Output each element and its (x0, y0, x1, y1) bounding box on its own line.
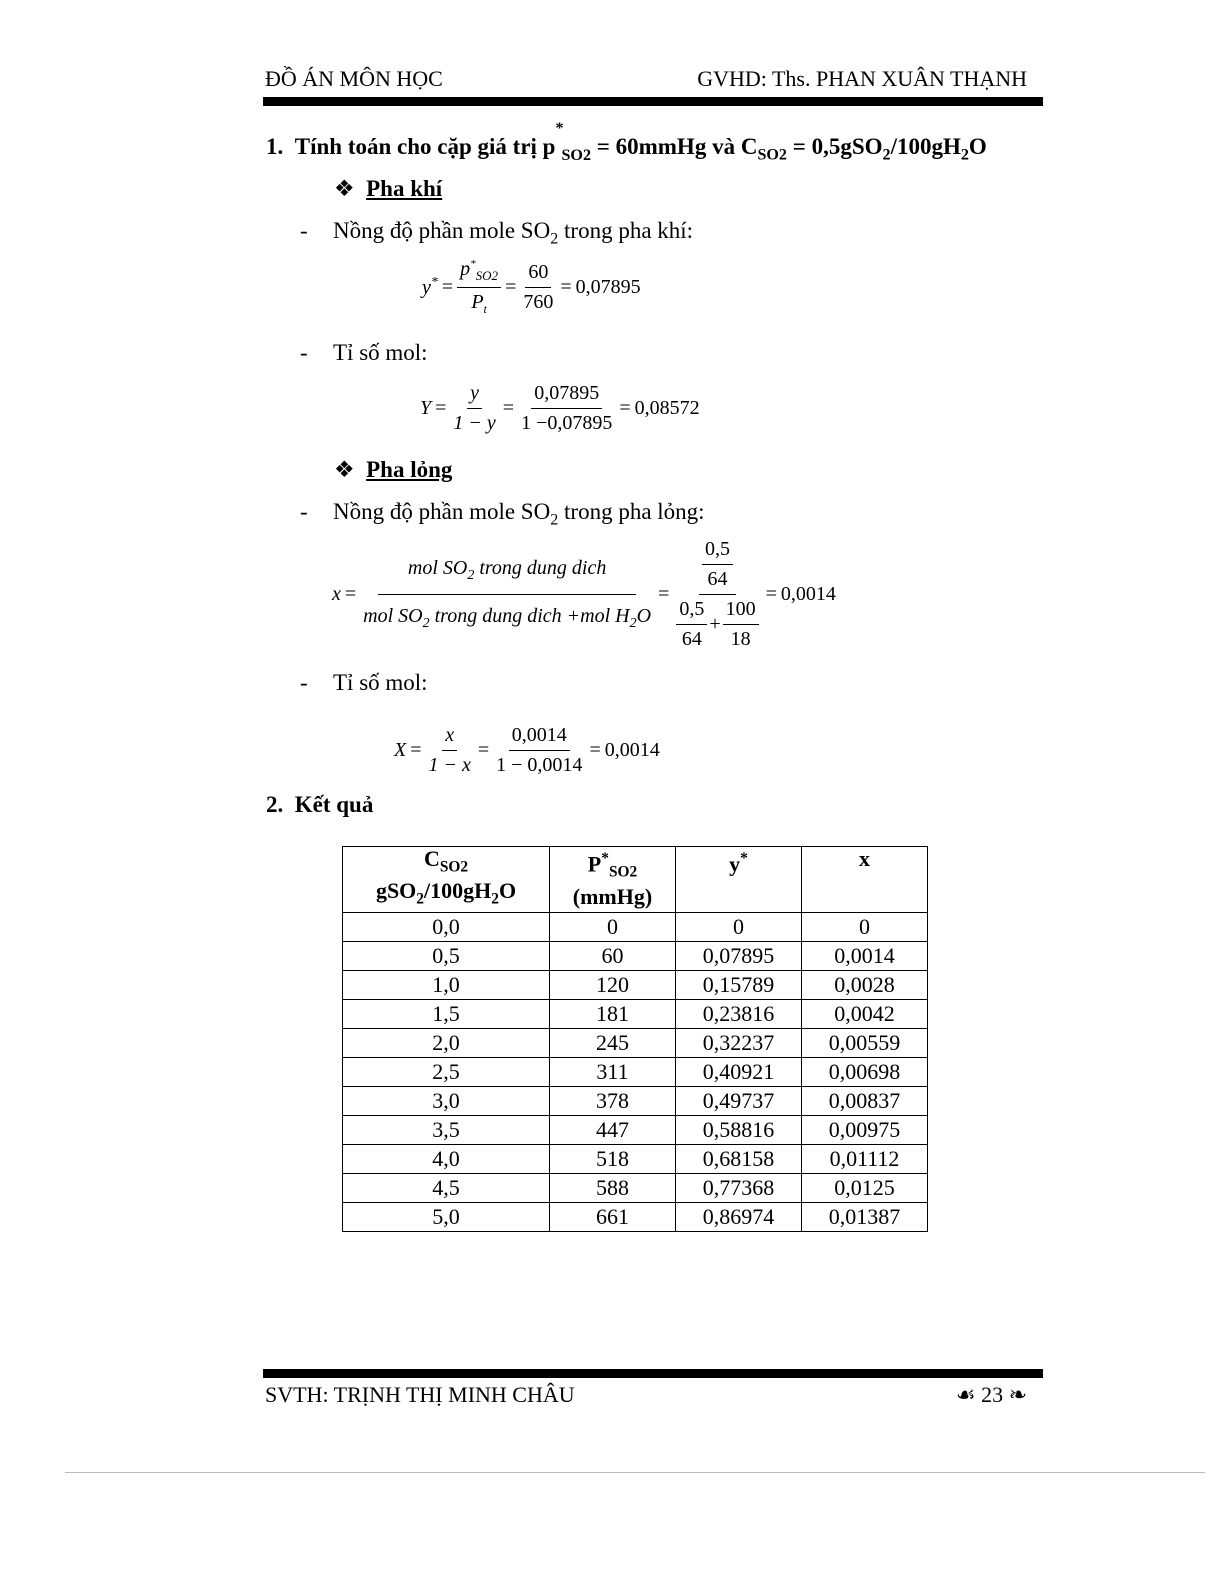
gas-mf-post: trong pha khí: (558, 218, 694, 243)
title-sub3: 2 (882, 146, 891, 164)
table-cell: 0 (676, 912, 802, 941)
title-sub1: SO2 (561, 146, 591, 164)
gas-heading-row (334, 176, 442, 202)
equation-x: x = $\frac{mol SO_2 trong dung dich}{mol SO_2 trong dung dich +mol H_2O}$ = $\frac{0,5}{64}$ $\frac{0,5}{64}$ + $\frac{100}{18}$ = 0,0014 (332, 538, 836, 650)
section2-number: 2. (266, 792, 284, 817)
gas-ratio-label: Tỉ số mol: (333, 340, 428, 365)
table-cell: 3,0 (343, 1086, 550, 1115)
table-cell: 0,00559 (802, 1028, 928, 1057)
table-cell: 0,77368 (676, 1173, 802, 1202)
table-cell: 2,0 (343, 1028, 550, 1057)
table-cell: 0,0042 (802, 999, 928, 1028)
table-cell: 0,0014 (802, 941, 928, 970)
table-cell: 0,15789 (676, 970, 802, 999)
table-cell: 0,00698 (802, 1057, 928, 1086)
title-sup: * (555, 120, 564, 137)
liq-mf-sub: 2 (550, 511, 559, 529)
table-cell: 0,40921 (676, 1057, 802, 1086)
diamond-bullet-icon: ❖ (334, 457, 355, 482)
gas-mole-fraction-label (333, 218, 693, 249)
liquid-mole-fraction-label (333, 499, 705, 530)
table-cell: 0,58816 (676, 1115, 802, 1144)
section2-title (266, 792, 373, 818)
table-cell: 311 (550, 1057, 676, 1086)
page-number-block (956, 1382, 1027, 1408)
table-body (343, 912, 928, 1231)
table-row (343, 1057, 928, 1086)
title-end: O (968, 134, 987, 159)
table-cell: 5,0 (343, 1202, 550, 1231)
table-row (343, 1115, 928, 1144)
eq4-lhs: X (394, 739, 407, 761)
header-rule (263, 97, 1043, 106)
eq3-lhs: x (332, 583, 341, 605)
eq2-frac1: $\frac{y}{1 - y}$ (453, 382, 496, 434)
footer-left: SVTH: TRỊNH THỊ MINH CHÂU (265, 1382, 575, 1407)
equation-y-star: y* = $\frac{p^*_{SO2}}{P_t}$ = $\frac{60}{760}$ = 0,07895 (422, 258, 641, 316)
table-cell: 0,86974 (676, 1202, 802, 1231)
table-cell: 0,00975 (802, 1115, 928, 1144)
table-cell: 1,5 (343, 999, 550, 1028)
table-cell: 1,0 (343, 970, 550, 999)
table-cell: 0,00837 (802, 1086, 928, 1115)
table-row (343, 999, 928, 1028)
eq3-result: 0,0014 (780, 583, 836, 605)
table-cell: 518 (550, 1144, 676, 1173)
liquid-ratio-label: Tỉ số mol: (333, 670, 428, 695)
table-cell: 0,49737 (676, 1086, 802, 1115)
section2-title-text: Kết quả (294, 792, 374, 817)
table-row (343, 941, 928, 970)
eq2-lhs: Y (420, 397, 432, 419)
gas-mf-pre: Nồng độ phần mole SO (333, 218, 551, 243)
table-cell: 3,5 (343, 1115, 550, 1144)
title-mid2: = 0,5gSO (786, 134, 883, 159)
gas-heading: Pha khí (366, 176, 443, 201)
table-row (343, 1173, 928, 1202)
title-sub4: 2 (960, 146, 969, 164)
table-row (343, 912, 928, 941)
table-row (343, 1086, 928, 1115)
table-row (343, 970, 928, 999)
ornament-right-icon: ❧ (1008, 1382, 1027, 1407)
liq-mf-post: trong pha lỏng: (558, 499, 705, 524)
dash-marker: - (300, 340, 308, 365)
liquid-heading-row (334, 457, 452, 483)
dash-marker: - (300, 218, 308, 243)
table-cell: 0 (550, 912, 676, 941)
eq2-frac2: $\frac{0,07895}{1 -0,07895}$ (521, 382, 613, 434)
eq2-result: 0,08572 (634, 397, 700, 419)
table-cell: 0,01387 (802, 1202, 928, 1231)
table-cell: 0,0028 (802, 970, 928, 999)
eq1-frac1: $\frac{p^*_{SO2}}{P_t}$ (457, 258, 501, 317)
table-cell: 0,5 (343, 941, 550, 970)
table-cell: 0,01112 (802, 1144, 928, 1173)
title-sub2: SO2 (757, 146, 787, 164)
table-cell: 181 (550, 999, 676, 1028)
liquid-heading: Pha lỏng (366, 457, 453, 482)
eq3-frac-words: $\frac{mol SO_2 trong dung dich}{mol SO_2 trong dung dich +mol H_2O}$ (363, 557, 652, 631)
gas-mf-sub: 2 (550, 230, 559, 248)
table-cell: 378 (550, 1086, 676, 1115)
eq3-frac-numbers: $\frac{0,5}{64}$ $\frac{0,5}{64}$ + $\frac{100}{18}$ (673, 538, 761, 651)
table-cell: 120 (550, 970, 676, 999)
col-header-c-so2: $C_{SO2}$ $gSO_2/100gH_2O$ (343, 847, 550, 913)
table-cell: 4,0 (343, 1144, 550, 1173)
eq1-lhs: y* (422, 275, 438, 299)
results-table (342, 846, 928, 1232)
table-cell: 0,0125 (802, 1173, 928, 1202)
section1-number: 1. (266, 134, 284, 159)
eq4-frac1: $\frac{x}{1 - x}$ (428, 724, 471, 776)
title-mid: = 60mmHg và C (591, 134, 758, 159)
table-cell: 661 (550, 1202, 676, 1231)
table-cell: 447 (550, 1115, 676, 1144)
equation-Y: Y = $\frac{y}{1 - y}$ = $\frac{0,07895}{1 -0,07895}$ = 0,08572 (420, 382, 700, 434)
table-cell: 0,0 (343, 912, 550, 941)
header-left: ĐỒ ÁN MÔN HỌC (265, 66, 443, 91)
ornament-left-icon: ☙ (955, 1382, 976, 1407)
table-cell: 0 (802, 912, 928, 941)
diamond-bullet-icon: ❖ (334, 176, 355, 201)
table-cell: 60 (550, 941, 676, 970)
col-header-y-star: y* (676, 847, 802, 913)
dash-marker: - (300, 670, 308, 695)
table-cell: 0,68158 (676, 1144, 802, 1173)
eq1-frac2: $\frac{60}{760}$ (523, 261, 554, 313)
header-right: GVHD: Ths. PHAN XUÂN THẠNH (697, 66, 1027, 91)
title-mid3: /100gH (890, 134, 961, 159)
eq1-result: 0,07895 (575, 276, 641, 298)
eq4-frac2: $\frac{0,0014}{1 - 0,0014}$ (496, 724, 583, 776)
equation-X: X = $\frac{x}{1 - x}$ = $\frac{0,0014}{1 - 0,0014}$ = 0,0014 (394, 724, 660, 776)
col-header-p-so2: $P^*_{SO2}$ (mmHg) (550, 847, 676, 913)
table-cell: 245 (550, 1028, 676, 1057)
table-cell: 0,32237 (676, 1028, 802, 1057)
dash-marker: - (300, 499, 308, 524)
table-cell: 0,07895 (676, 941, 802, 970)
table-row (343, 1144, 928, 1173)
section1-title (266, 120, 987, 165)
table-cell: 588 (550, 1173, 676, 1202)
liq-mf-pre: Nồng độ phần mole SO (333, 499, 551, 524)
table-cell: 4,5 (343, 1173, 550, 1202)
eq4-result: 0,0014 (604, 739, 660, 761)
table-row (343, 1202, 928, 1231)
page-number: 23 (981, 1382, 1004, 1407)
table-row (343, 1028, 928, 1057)
table-cell: 0,23816 (676, 999, 802, 1028)
section1-title-text: Tính toán cho cặp giá trị p (294, 134, 556, 159)
footer-rule (263, 1369, 1043, 1378)
page-bottom-divider (65, 1472, 1205, 1473)
table-cell: 2,5 (343, 1057, 550, 1086)
col-header-x: x (802, 847, 928, 913)
table-header-row (343, 847, 928, 913)
